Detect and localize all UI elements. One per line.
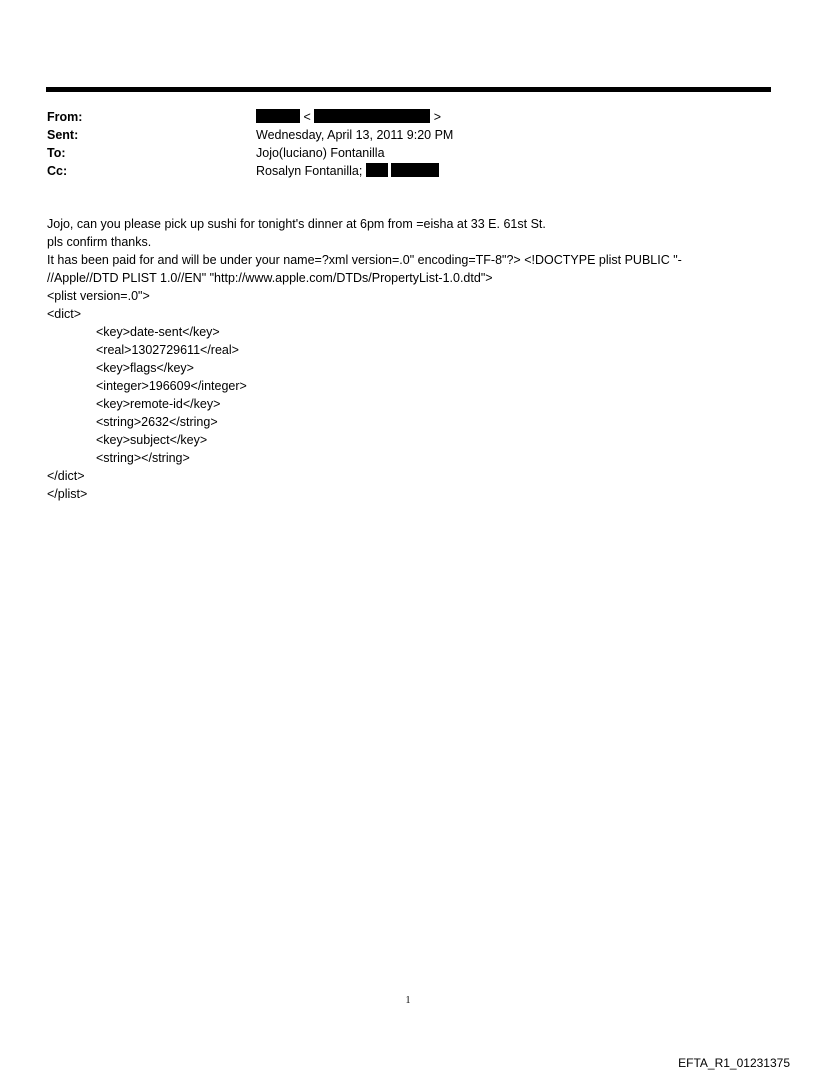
body-line: //Apple//DTD PLIST 1.0//EN" "http://www.apple.com/DTDs/PropertyList-1.0.dtd">: [47, 271, 493, 285]
body-line: Jojo, can you please pick up sushi for tonight's dinner at 6pm from =eisha at 33 E. 61st St.: [47, 217, 546, 231]
body-line: <plist version=.0">: [47, 289, 150, 303]
redacted-cc-1: [366, 163, 388, 177]
body-line: <string>2632</string>: [96, 415, 218, 429]
sent-row: [47, 126, 767, 144]
body-line: <key>remote-id</key>: [96, 397, 221, 411]
redacted-sender-email: [314, 109, 430, 123]
page-number: 1: [405, 995, 411, 1006]
body-line: <key>subject</key>: [96, 433, 208, 447]
body-line: <integer>196609</integer>: [96, 379, 247, 393]
to-label: To:: [47, 146, 66, 160]
redacted-cc-2: [391, 163, 439, 177]
body-line: pls confirm thanks.: [47, 235, 152, 249]
from-label: From:: [47, 110, 83, 124]
body-line: <key>flags</key>: [96, 361, 194, 375]
from-gt: >: [433, 110, 442, 124]
body-line: </plist>: [47, 487, 88, 501]
cc-row: [47, 162, 767, 180]
body-line: <real>1302729611</real>: [96, 343, 239, 357]
sent-value: Wednesday, April 13, 2011 9:20 PM: [256, 128, 454, 142]
to-row: [47, 144, 767, 162]
body-line: <string></string>: [96, 451, 190, 465]
cc-value: [256, 162, 767, 180]
body-line: <dict>: [47, 307, 82, 321]
body-line: <key>date-sent</key>: [96, 325, 220, 339]
redacted-sender-name: [256, 109, 300, 123]
from-lt: <: [303, 110, 311, 124]
cc-name: Rosalyn Fontanilla;: [256, 164, 363, 178]
body-line: </dict>: [47, 469, 85, 483]
body-line: It has been paid for and will be under your name=?xml version=.0" encoding=TF-8"?> <!DOCTYPE plist PUBLIC "-: [47, 253, 682, 267]
from-value: [256, 108, 767, 126]
email-body: [47, 215, 777, 503]
sent-label: Sent:: [47, 128, 79, 142]
top-rule: [46, 87, 771, 92]
email-header: [47, 108, 767, 180]
from-row: [47, 108, 767, 126]
cc-label: Cc:: [47, 164, 68, 178]
to-value: Jojo(luciano) Fontanilla: [256, 146, 385, 160]
document-id: EFTA_R1_01231375: [678, 1056, 790, 1070]
